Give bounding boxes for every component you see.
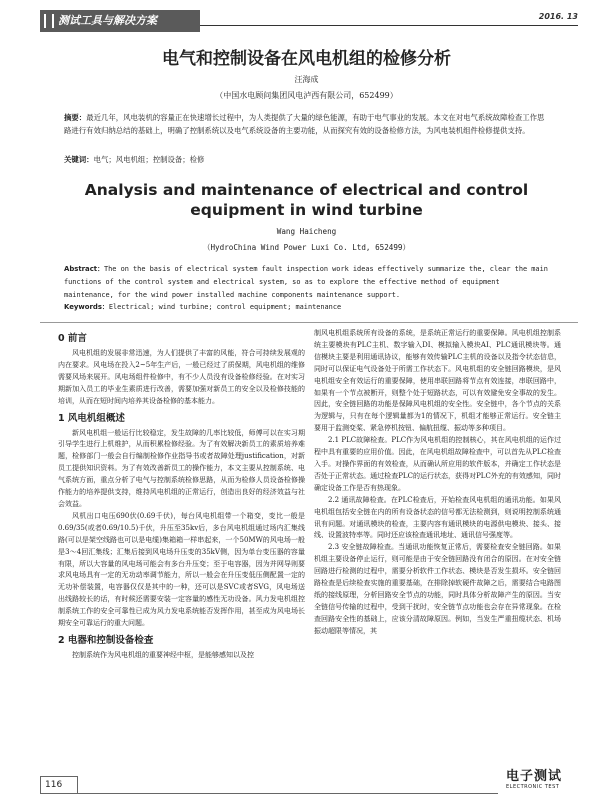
author-english: Wang Haicheng <box>276 227 337 236</box>
journal-logo <box>506 770 578 794</box>
paragraph: 2.2 通讯故障检查。在PLC检查后，开始检查风电机组的通讯功能。如果风电机组包括安全链在内的所有设备状态的信号都无法检测到，则说明控制系统通讯有问题。对通讯模块的检查，主要内容有通讯模块的电源供电模块、接头、接线、设置波特率等。同时还应该检查通讯地址、通讯信号强度等。 <box>314 495 561 540</box>
heading-intro: 0 前言 <box>58 333 87 344</box>
abstract-en-text: The on the basis of electrical system fault inspection work ideas effectively summarize the, clear the main functions of the control system and electrical system, so as to explore the effective method of equipment maintenance, for the wind power installed machine components maintenance support. <box>64 265 548 299</box>
paragraph: 控制系统作为风电机组的重要神经中枢，是能够感知以及控 <box>72 650 254 659</box>
title-english: Analysis and maintenance of electrical and control equipment in wind turbine <box>84 181 529 219</box>
paragraph: 2.1 PLC故障检查。PLC作为风电机组的控制核心，其在风电机组的运作过程中具有重要的应用价值。因此，在风电机组故障检查中，可以首先从PLC检查入手。对操作界面的有效检查，从而确认所应用的软件版本，并确定工作状态是否处于正常状态。通过检查PLC的运行状态，获得对PLC外充的有效感知，同时确定设备工作是否有热现象。 <box>314 436 561 492</box>
stripes-icon <box>44 14 54 28</box>
header-rule <box>200 25 578 26</box>
keywords-en-label: Keywords： <box>64 303 109 311</box>
paragraph: 新风电机组一般运行比较稳定，发生故障的几率比较低，师傅可以在实习期引导学生进行上机维护，从而积累检修经验。为了有效解决新员工的素质培养难题，检修部门一般会自行编制检修作业指导书或者故障处理justification，对新员工提供知识资料。为了有效改善新员工的操作能力，本文主要从控制系统、电气系统方面，重点分析了电气与控制系统检修思路，从而为检修人员设备检修操作能力的培养提供支持，维持风电机组的正常运行，创造出良好的经济效益与社会效益。 <box>58 428 305 508</box>
keywords-text: 电气；风电机组；控制设备；检修 <box>93 155 205 164</box>
paragraph: 制风电机组系统所有设备的系统，是系统正常运行的重要保障。风电机组控制系统主要模块有PLC主机、数字输入DI、模拟输入模块AI、PLC通讯模块等。通信模块主要是利用通讯协议，能够有效传输PLC主机的设备以及指令状态信息，同时可以保证电气设备处于所需工作状态下。风电机组的安全链回路模块，是风电机组安全有效运行的重要保障，使用串联回路将节点有效连接，串联回路中，如果有一个节点被断开，则整个处于短路状态，可以有效避免安全事故的发生。因此，安全链回路的功能是保障风电机组的安全性。安全链中，各个节点的关系为逻辑与，只有在每个逻辑量都为1的情况下，机组才能够正常运行。安全链主要用于监测变桨、紧急停机按钮、偏航扭缆、振动等多种项目。 <box>314 329 561 433</box>
keywords-chinese <box>64 154 549 165</box>
author-chinese: 汪海成 <box>294 75 319 84</box>
keywords-label: 关键词： <box>64 155 94 164</box>
keywords-en-text: Electrical; wind turbine; control equipment; maintenance <box>108 303 342 311</box>
abstract-text: 最近几年，风电装机的容量正在快速增长过程中，为人类提供了大量的绿色能源，有助于电气事业的发展。本文在对电气系统故障检查工作思路进行有效归纳总结的基础上，明确了控制系统以及电气系统设备的主要功能，从而探究有效的设备检修方法，为风电装机组件检修提供支持。 <box>64 113 545 135</box>
left-column <box>58 328 305 662</box>
heading-inspection: 2 电器和控制设备检查 <box>58 634 154 646</box>
footer-rule <box>78 793 498 794</box>
page-number: 116 <box>40 776 78 794</box>
logo-subtext: ELECTRONIC TEST <box>506 784 560 790</box>
logo-text: 电子测试 <box>506 769 563 784</box>
affiliation-chinese: （中国水电顾问集团风电泸西有限公司，652499） <box>215 91 398 100</box>
section-divider <box>40 322 578 323</box>
title-chinese: 电气和控制设备在风电机组的检修分析 <box>162 49 451 69</box>
running-header <box>40 10 578 32</box>
section-label: 测试工具与解决方案 <box>58 14 157 27</box>
paragraph: 2.3 安全链故障检查。当通讯功能恢复正常后，需要检查安全链回路。如果机组主要设备停止运行，则可能是由于安全链回路没有闭合的原因。在对安全链回路进行检测的过程中，需要分析软件工作状态、模块是否发生损坏。安全链回路检查是后续检查实施的重要基础，在排除掉软硬件故障之后，需要结合电路图纸的接线原理，分析回路安全节点的功能，同时具体分析故障产生的原因。当安全链信号传输的过程中，受到干扰时，安全链节点功能也会存在异常现象。在检查回路安全性的基础上，应该分清故障原因。例如，当发生严重扭缆状态、机场振动超限等情况，其 <box>314 543 561 635</box>
abstract-en-label: Abstract： <box>64 265 104 273</box>
issue-number: 2016. 13 <box>538 12 578 21</box>
right-column <box>314 328 561 638</box>
abstract-english <box>64 263 549 301</box>
heading-overview: 1 风电机组概述 <box>58 412 125 424</box>
paragraph: 风机出口电压690伏(0.69千伏)，每台风电机组带一个箱变，变比一般是0.69/35(或者0.69/10.5)千伏，升压至35kv后，多台风电机组通过场内汇集线路(可以是架空线路也可以是电缆)集箱箱一样串起来，一个50MW的风电场一般是3～4回汇集线；汇集后接到风电场升压变的35kV侧，因为单台变压器的容量有限，所以大容量的风电场可能会有多台升压变；至于电容器，因为并网导则要求风电场具有一定的无功动率调节能力，所以一般会在升压变低压侧配置一定的无功补偿装置，电容器仅仅是其中的一种，还可以是SVC或者SVG，风电场送出线路较长的话，有时候还需要安装一定容量的感性无功设备。风力发电机组控制系统工作的安全可靠性已成为风力发电系统能否发挥作用，甚至成为风电场长期安全可靠运行的重大问题。 <box>58 511 305 628</box>
paragraph: 风电机组的发展非常迅速，为人们提供了丰富的风能，符合可持续发展观的内在要求。风电场在投入2~5年生产后，一般已经过了质保期，风电机组的维修需要风场来展开。风电场组件检修中，有不少人员没有设备检修经验。在对实习期新加入员工的毕业生素质进行改善，需要加强对新员工的安全以及检修技能的培训，从而在短时间内培养其设备检修的基本能力。 <box>58 349 305 405</box>
abstract-chinese <box>64 111 549 137</box>
section-tag <box>40 10 200 32</box>
affiliation-english: （HydroChina Wind Power Luxi Co. Ltd, 652499） <box>202 243 411 252</box>
abstract-label: 摘要： <box>64 113 87 122</box>
keywords-english <box>64 301 549 311</box>
